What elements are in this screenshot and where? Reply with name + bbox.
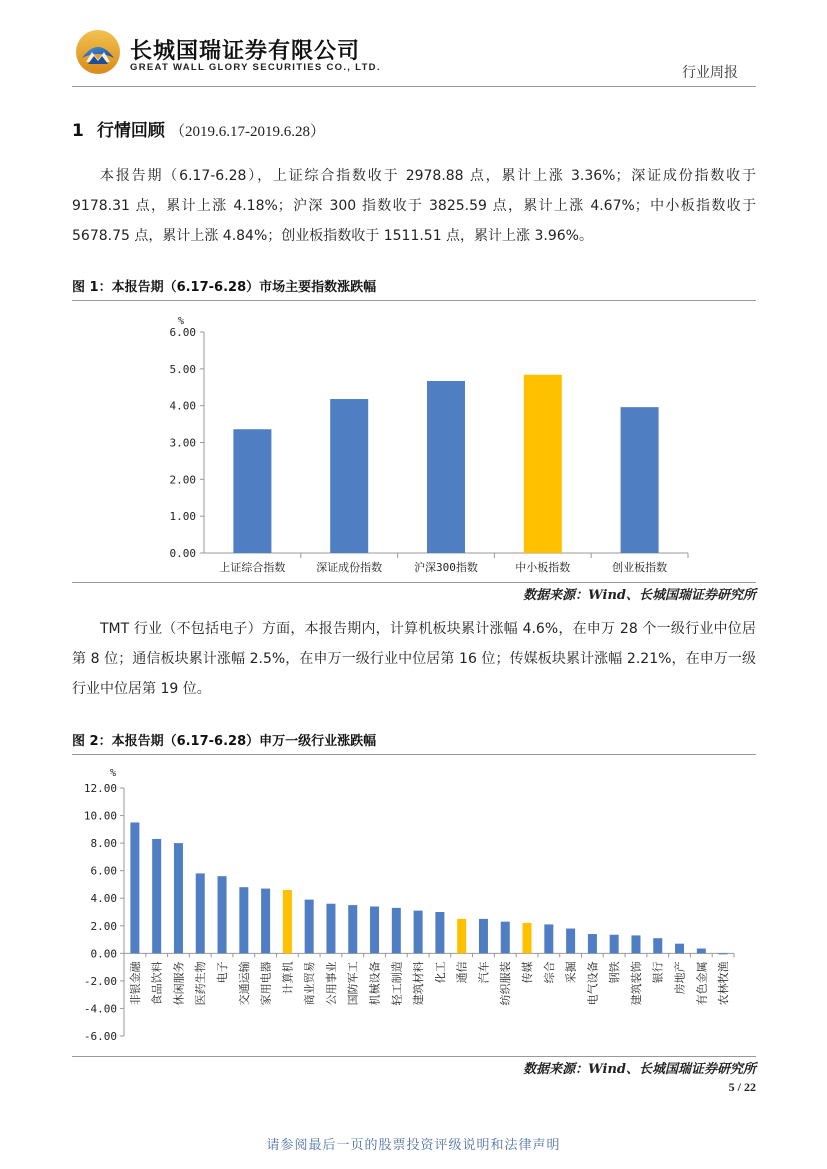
chart2-bar bbox=[239, 887, 248, 953]
chart1-y-tick-label: 2.00 bbox=[169, 473, 196, 487]
chart2-y-tick-label: 2.00 bbox=[90, 919, 117, 933]
chart2-category-label: 非银金融 bbox=[128, 961, 142, 1006]
paragraph-tmt-summary: TMT 行业（不包括电子）方面，本报告期内，计算机板块累计涨幅 4.6%，在申万 28 个一级行业中位居第 8 位；通信板块累计涨幅 2.5%，在申万一级行业中位居第 16 位；传媒板块累计涨幅 2.21%，在申万一级行业中位居第 19 位。 bbox=[72, 621, 756, 697]
chart2-bar bbox=[544, 924, 553, 953]
chart2-category-label: 农林牧渔 bbox=[717, 961, 731, 1006]
chart1-category-label: 上证综合指数 bbox=[219, 561, 286, 574]
chart2-bar bbox=[675, 944, 684, 954]
chart1-y-tick-label: 0.00 bbox=[169, 547, 196, 560]
chart2-bar bbox=[588, 934, 597, 953]
chart1-category-label: 深证成份指数 bbox=[316, 561, 383, 574]
chart2-bar bbox=[697, 949, 706, 954]
chart2-category-label: 计算机 bbox=[281, 961, 295, 995]
chart1-y-tick-label: 1.00 bbox=[169, 510, 196, 524]
chart1-bar bbox=[330, 399, 368, 553]
chart2-bar bbox=[174, 843, 183, 953]
chart2-bar bbox=[610, 935, 619, 954]
chart2-bar bbox=[501, 922, 510, 954]
header-divider bbox=[72, 86, 756, 87]
chart2-category-label: 房地产 bbox=[673, 961, 687, 995]
chart2-category-label: 钢铁 bbox=[608, 961, 622, 984]
figure2-top-rule bbox=[72, 754, 756, 755]
section-number: 1 bbox=[72, 121, 84, 141]
figure1-source: 数据来源：Wind、长城国瑞证券研究所 bbox=[523, 588, 756, 603]
section-date-range: （2019.6.17-2019.6.28） bbox=[170, 124, 326, 140]
chart2-bar bbox=[370, 906, 379, 953]
figure1-bottom-rule bbox=[72, 582, 756, 583]
chart2-bar bbox=[196, 873, 205, 953]
chart2-bar bbox=[523, 923, 532, 953]
chart2-y-tick-label: -6.00 bbox=[83, 1030, 117, 1043]
chart2-bar bbox=[305, 900, 314, 954]
company-name-cn: 长城国瑞证券有限公司 bbox=[130, 39, 361, 64]
chart2-bar bbox=[218, 876, 227, 953]
company-name-en: GREAT WALL GLORY SECURITIES CO., LTD. bbox=[130, 62, 381, 73]
chart2-bar bbox=[348, 905, 357, 953]
chart2-y-tick-label: 0.00 bbox=[90, 947, 117, 961]
chart2-category-label: 轻工制造 bbox=[390, 961, 404, 1006]
chart2-category-label: 建筑材料 bbox=[412, 961, 426, 1006]
chart1-y-tick-label: 5.00 bbox=[169, 362, 196, 376]
figure2-source: 数据来源：Wind、长城国瑞证券研究所 bbox=[523, 1062, 756, 1077]
chart2-category-label: 通信 bbox=[455, 961, 469, 984]
legal-footer: 请参阅最后一页的股票投资评级说明和法律声明 bbox=[266, 1138, 561, 1153]
chart2-category-label: 化工 bbox=[433, 961, 447, 984]
chart2-bar bbox=[719, 953, 728, 954]
chart1-bar bbox=[427, 381, 465, 553]
figure1-top-rule bbox=[72, 300, 756, 301]
chart2-category-label: 电气设备 bbox=[586, 961, 600, 1006]
chart2-category-label: 纺织服装 bbox=[499, 961, 513, 1006]
section-title: 行情回顾 bbox=[96, 121, 165, 141]
logo-emblem-icon bbox=[74, 28, 122, 76]
chart1-y-unit: % bbox=[178, 316, 185, 327]
chart2-y-tick-label: -2.00 bbox=[83, 974, 117, 988]
figure2-title: 图 2：本报告期（6.17-6.28）申万一级行业涨跌幅 bbox=[72, 734, 377, 749]
chart2-bar bbox=[631, 935, 640, 953]
chart2-bar bbox=[457, 919, 466, 953]
chart2-category-label: 休闲服务 bbox=[172, 961, 186, 1006]
chart1-bar bbox=[621, 407, 659, 553]
chart2-bar bbox=[435, 912, 444, 953]
page-number: 5 / 22 bbox=[728, 1080, 756, 1094]
chart1-y-tick-label: 3.00 bbox=[169, 436, 196, 450]
paragraph-index-summary: 本报告期（6.17-6.28），上证综合指数收于 2978.88 点，累计上涨 3.36%；深证成份指数收于 9178.31 点，累计上涨 4.18%；沪深 300 指数收于 3825.59 点，累计上涨 4.67%；中小板指数收于 5678.75 点，累计上涨 4.84%；创业板指数收于 1511.51 点，累计上涨 3.96%。 bbox=[72, 168, 756, 244]
document-type: 行业周报 bbox=[682, 65, 738, 81]
chart2-bar bbox=[152, 839, 161, 953]
chart2-category-label: 食品饮料 bbox=[150, 961, 164, 1006]
chart2-category-label: 国防军工 bbox=[346, 961, 360, 1006]
chart2-bar bbox=[392, 908, 401, 953]
chart2-y-tick-label: -4.00 bbox=[83, 1002, 117, 1016]
section-heading bbox=[72, 116, 325, 141]
chart2-bar bbox=[566, 929, 575, 954]
chart2-bar bbox=[130, 822, 139, 953]
chart1-category-label: 创业板指数 bbox=[612, 561, 668, 574]
chart2-bar bbox=[283, 890, 292, 953]
chart2-category-label: 商业贸易 bbox=[303, 961, 317, 1006]
chart2-y-tick-label: 12.00 bbox=[83, 782, 117, 795]
chart2-category-label: 银行 bbox=[651, 961, 665, 984]
chart1-category-label: 沪深300指数 bbox=[414, 561, 478, 574]
chart2-y-tick-label: 6.00 bbox=[90, 864, 117, 878]
chart2-category-label: 公用事业 bbox=[324, 961, 338, 1006]
chart2-category-label: 采掘 bbox=[564, 961, 578, 984]
figure2-bottom-rule bbox=[72, 1056, 756, 1057]
chart1-bar bbox=[233, 429, 271, 553]
chart2-y-tick-label: 4.00 bbox=[90, 892, 117, 906]
chart2-category-label: 医药生物 bbox=[194, 961, 208, 1006]
chart2-category-label: 家用电器 bbox=[259, 961, 273, 1006]
chart2-category-label: 机械设备 bbox=[368, 961, 382, 1006]
figure2-bar-chart bbox=[72, 760, 756, 1055]
company-logo bbox=[74, 28, 122, 76]
chart2-bar bbox=[326, 904, 335, 954]
chart2-category-label: 建筑装饰 bbox=[629, 961, 643, 1006]
figure1-bar-chart bbox=[72, 305, 756, 580]
chart2-category-label: 交通运输 bbox=[237, 961, 251, 1006]
chart2-bar bbox=[653, 938, 662, 953]
chart2-category-label: 有色金属 bbox=[695, 961, 709, 1006]
chart2-bar bbox=[414, 911, 423, 954]
chart2-category-label: 传媒 bbox=[521, 961, 535, 984]
chart1-category-label: 中小板指数 bbox=[515, 561, 571, 574]
chart2-bar bbox=[261, 889, 270, 954]
chart1-y-tick-label: 6.00 bbox=[169, 326, 196, 339]
chart1-bar bbox=[524, 375, 562, 553]
figure1-title: 图 1：本报告期（6.17-6.28）市场主要指数涨跌幅 bbox=[72, 280, 377, 295]
chart2-category-label: 电子 bbox=[216, 961, 230, 984]
chart2-bar bbox=[479, 919, 488, 953]
chart2-category-label: 汽车 bbox=[477, 961, 491, 984]
chart2-y-unit: % bbox=[110, 768, 117, 779]
chart2-y-tick-label: 8.00 bbox=[90, 837, 117, 851]
chart2-category-label: 综合 bbox=[542, 961, 556, 984]
chart2-y-tick-label: 10.00 bbox=[83, 809, 117, 823]
chart1-y-tick-label: 4.00 bbox=[169, 399, 196, 413]
